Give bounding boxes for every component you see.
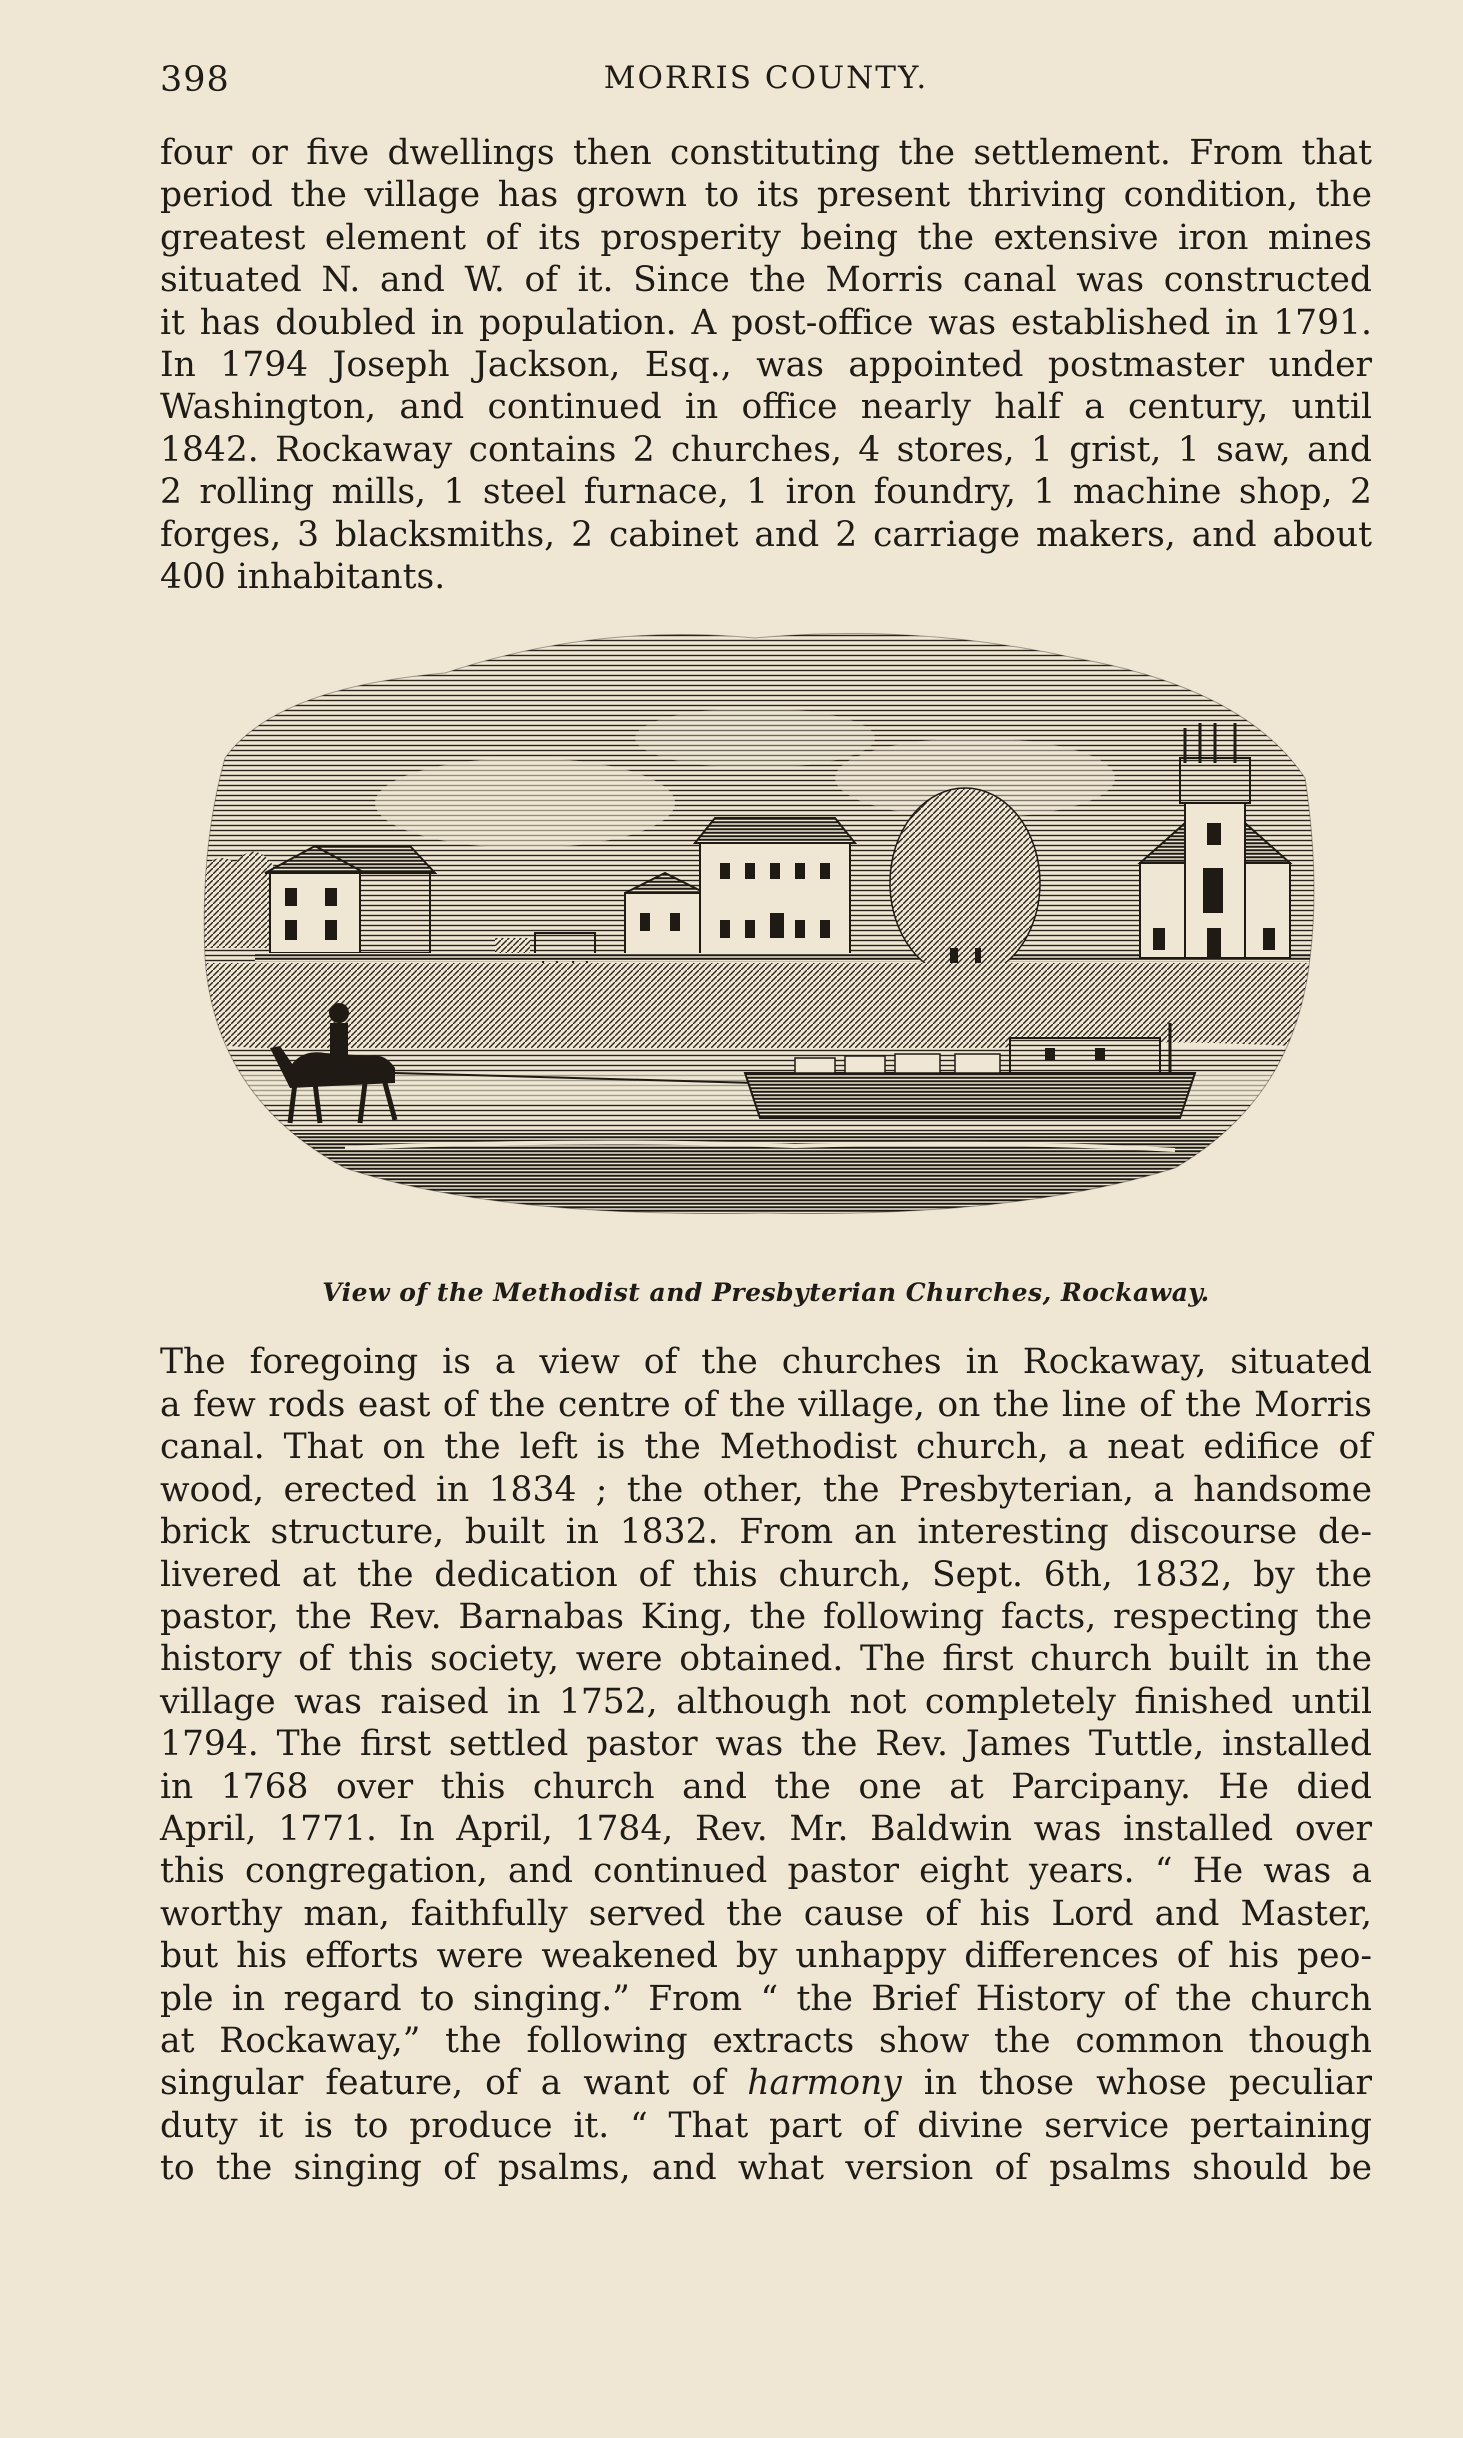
text-line: in 1768 over this church and the one at Parcipany. He died <box>160 1766 1372 1807</box>
text-line: it has doubled in population. A post-office was established in 1791. <box>160 302 1372 343</box>
text-line: worthy man, faithfully served the cause of his Lord and Master, <box>160 1893 1372 1934</box>
text-line: 400 inhabitants. <box>160 557 446 598</box>
text-line: 1794. The first settled pastor was the Rev. James Tuttle, installed <box>160 1724 1372 1765</box>
text-line: to the singing of psalms, and what version of psalms should be <box>160 2148 1372 2189</box>
paragraph-2 <box>160 1341 1372 2189</box>
text-line: 1842. Rockaway contains 2 churches, 4 stores, 1 grist, 1 saw, and <box>160 429 1372 470</box>
text-line: wood, erected in 1834 ; the other, the Presbyterian, a handsome <box>160 1469 1372 1510</box>
text-line: duty it is to produce it. “ That part of divine service pertaining <box>160 2105 1372 2146</box>
text-line: but his efforts were weakened by unhappy differences of his peo- <box>160 1936 1372 1977</box>
text-line: this congregation, and continued pastor eight years. “ He was a <box>160 1851 1372 1892</box>
churches-engraving-image <box>195 628 1325 1218</box>
text-line: at Rockaway,” the following extracts show the common though <box>160 2020 1372 2061</box>
emphasis-harmony: harmony <box>747 2063 902 2104</box>
text-segment: in those whose peculiar <box>901 2063 1373 2104</box>
running-head <box>160 60 1372 114</box>
figure-caption: View of the Methodist and Presbyterian Churches, Rockaway. <box>322 1278 1210 1308</box>
text-line-harmony <box>160 2062 1372 2104</box>
page-number: 398 <box>160 60 230 100</box>
text-segment: singular feature, of a want of <box>160 2063 748 2104</box>
text-line: Washington, and continued in office nearly half a century, until <box>160 387 1372 428</box>
engraving-figure <box>160 628 1372 1268</box>
text-line: period the village has grown to its present thriving condition, the <box>160 175 1372 216</box>
text-line: 2 rolling mills, 1 steel furnace, 1 iron foundry, 1 machine shop, 2 <box>160 472 1372 513</box>
text-line: forges, 3 blacksmiths, 2 cabinet and 2 carriage makers, and about <box>160 514 1372 555</box>
text-line: brick structure, built in 1832. From an interesting discourse de- <box>160 1512 1372 1553</box>
text-line: greatest element of its prosperity being the extensive iron mines <box>160 217 1372 258</box>
text-line: livered at the dedication of this church, Sept. 6th, 1832, by the <box>160 1554 1372 1595</box>
text-line: village was raised in 1752, although not completely finished until <box>160 1681 1372 1722</box>
text-line: In 1794 Joseph Jackson, Esq., was appointed postmaster under <box>160 345 1372 386</box>
text-line: ple in regard to singing.” From “ the Brief History of the church <box>160 1978 1372 2019</box>
book-page <box>160 60 1372 2190</box>
text-line: canal. That on the left is the Methodist church, a neat edifice of <box>160 1427 1372 1468</box>
text-line: a few rods east of the centre of the village, on the line of the Morris <box>160 1384 1372 1425</box>
text-line: The foregoing is a view of the churches in Rockaway, situated <box>160 1342 1372 1383</box>
paragraph-1 <box>160 132 1372 598</box>
text-line: April, 1771. In April, 1784, Rev. Mr. Baldwin was installed over <box>160 1808 1372 1849</box>
text-line: four or five dwellings then constituting the settlement. From that <box>160 133 1372 173</box>
text-line: situated N. and W. of it. Since the Morris canal was constructed <box>160 260 1372 301</box>
text-line: pastor, the Rev. Barnabas King, the following facts, respecting the <box>160 1596 1372 1637</box>
running-title: MORRIS COUNTY. <box>603 60 929 96</box>
text-line: history of this society, were obtained. The first church built in the <box>160 1639 1372 1680</box>
